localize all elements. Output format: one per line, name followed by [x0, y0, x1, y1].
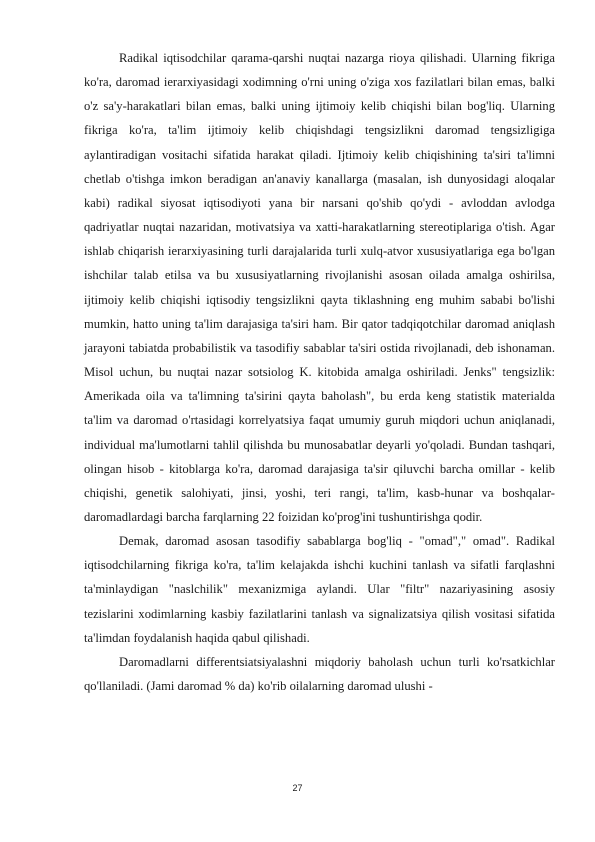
page-number: 27 [292, 783, 303, 793]
paragraph-2: Demak, daromad asosan tasodifiy sabablarga bog'liq - "omad"," omad". Radikal iqtisodchilarning fikriga ko'ra, ta'lim kelajakda ishchi kuchini tanlash va sifatli farqlashni ta'minlaydigan "naslchilik" mexanizmiga aylandi. Ular "filtr" nazariyasining asosiy tezislarini xodimlarning kasbiy fazilatlarini tanlash va signalizatsiya qilish vositasi sifatida ta'limdan foydalanish haqida qabul qilishadi. [84, 534, 555, 645]
paragraph-1: Radikal iqtisodchilar qarama-qarshi nuqtai nazarga rioya qilishadi. Ularning fikriga ko'ra, daromad ierarxiyasidagi xodimning o'rni uning o'ziga xos fazilatlari bilan emas, balki o'z sa'y-harakatlari bilan emas, balki uning ijtimoiy kelib chiqishi bilan bog'liq. Ularning fikriga ko'ra, ta'lim ijtimoiy kelib chiqishdagi tengsizlikni daromad tengsizligiga aylantiradigan vositachi sifatida harakat qiladi. Ijtimoiy kelib chiqishining ta'siri ta'limni chetlab o'tishga imkon beradigan an'anaviy kanallarga (masalan, ish dunyosidagi aloqalar kabi) radikal siyosat iqtisodiyoti yana bir narsani qo'shib qo'ydi - avloddan avlodga qadriyatlar nuqtai nazaridan, motivatsiya va xatti-harakatlarning stereotiplariga o'tish. Agar ishlab chiqarish ierarxiyasining turli darajalarida turli xulq-atvor xususiyatlariga ega bo'lgan ishchilar talab etilsa va bu xususiyatlarning rivojlanishi asosan oilada amalga oshirilsa, ijtimoiy kelib chiqishi iqtisodiy tengsizlikni qayta tiklashning eng muhim sababi bo'lishi mumkin, hatto uning ta'lim darajasiga ta'siri ham. Bir qator tadqiqotchilar daromad aniqlash jarayoni tabiatda probabilistik va tasodifiy sabablar ta'siri ostida rivojlanadi, deb ishonaman. Misol uchun, bu nuqtai nazar sotsiolog K. kitobida amalga oshiriladi. Jenks" tengsizlik: Amerikada oila va ta'limning ta'sirini qayta baholash", bu erda keng statistik materialda ta'lim va daromad o'rtasidagi korrelyatsiya faqat umumiy guruh miqdori uchun aniqlanadi, individual ma'lumotlarni tahlil qilishda bu munosabatlar deyarli yo'qoladi. Bundan tashqari, olingan hisob - kitoblarga ko'ra, daromad darajasiga ta'sir qiluvchi barcha omillar - kelib chiqishi, genetik salohiyati, jinsi, yoshi, teri rangi, ta'lim, kasb-hunar va boshqalar-daromadlardagi barcha farqlarning 22 foizidan ko'prog'ini tushuntirishga qodir. [84, 51, 555, 524]
body-text [84, 46, 555, 698]
paragraph-3: Daromadlarni differentsiatsiyalashni miqdoriy baholash uchun turli ko'rsatkichlar qo'llaniladi. (Jami daromad % da) ko'rib oilalarning daromad ulushi - [84, 654, 555, 694]
